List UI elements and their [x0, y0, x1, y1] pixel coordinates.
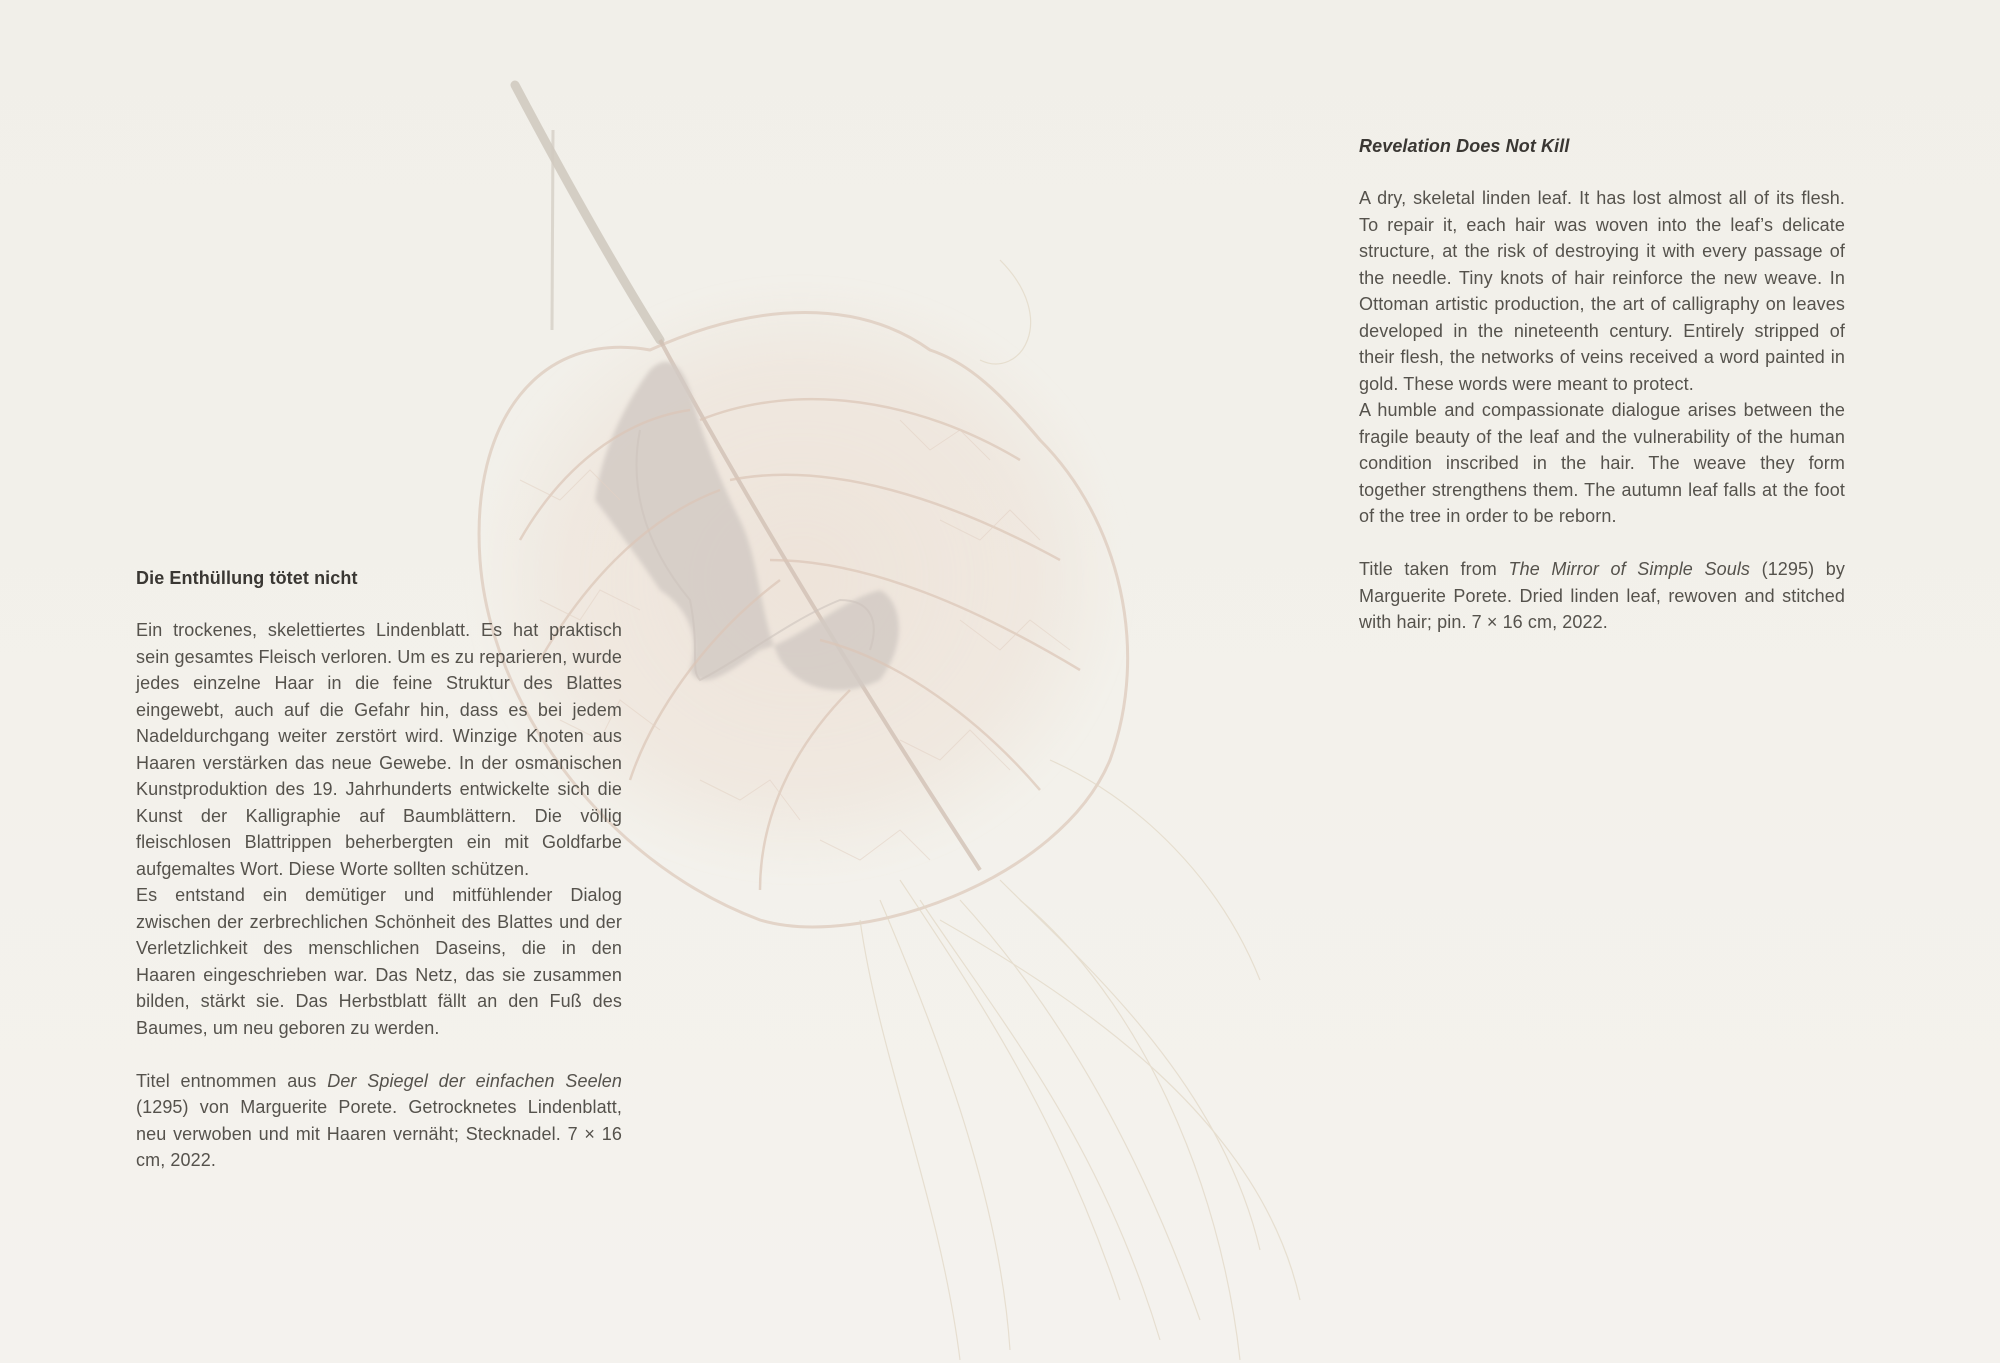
english-paragraph-2: A humble and compassionate dialogue arises between the fragile beauty of the leaf and the vulnerability of the human condition inscribed in the hair. The weave they form together strengthens them. The autumn leaf falls at the foot of the tree in order to be reborn. [1359, 400, 1845, 526]
english-credit-suffix: (1295) by Marguerite Porete. Dried linden leaf, rewoven and stitched with hair; pin. 7 × 16 cm, 2022. [1359, 559, 1846, 632]
german-title: Die Enthüllung tötet nicht [136, 568, 358, 588]
leaf-stem [515, 85, 660, 340]
german-credit [136, 1068, 622, 1174]
english-credit-prefix: Title taken from [1359, 559, 1509, 579]
german-credit-work: Der Spiegel der einfachen Seelen [327, 1070, 622, 1091]
german-credit-prefix: Titel entnommen aus [136, 1070, 328, 1091]
german-credit-suffix: (1295) von Marguerite Porete. Getrocknetes Lindenblatt, neu verwoben und mit Haaren vernäht; Stecknadel. 7 × 16 cm, 2022. [136, 1097, 622, 1170]
german-text-column [136, 565, 622, 1174]
english-text-column [1359, 133, 1845, 636]
german-paragraph-1: Ein trockenes, skelettiertes Lindenblatt. Es hat praktisch sein gesamtes Fleisch verloren. Um es zu reparieren, wurde jedes einzelne Haar in die feine Struktur des Blattes eingewebt, auch auf die Gefahr hin, dass es bei jedem Nadeldurchgang weiter zerstört wird. Winzige Knoten aus Haaren verstärken das neue Gewebe. In der osmanischen Kunstproduktion des 19. Jahrhunderts entwickelte sich die Kunst der Kalligraphie auf Baumblättern. Die völlig fleischlosen Blattrippen beherbergten ein mit Goldfarbe aufgemaltes Wort. Diese Worte sollten schützen. [136, 620, 622, 879]
english-title: Revelation Does Not Kill [1359, 136, 1570, 156]
english-paragraph-1: A dry, skeletal linden leaf. It has lost almost all of its flesh. To repair it, each hair was woven into the leaf’s delicate structure, at the risk of destroying it with every passage of the needle. Tiny knots of hair reinforce the new weave. In Ottoman artistic production, the art of calligraphy on leaves developed in the nineteenth century. Entirely stripped of their flesh, the networks of veins received a word painted in gold. These words were meant to protect. [1359, 188, 1845, 394]
german-paragraph-2: Es entstand ein demütiger und mitfühlender Dialog zwischen der zerbrechlichen Schönheit des Blattes und der Verletzlichkeit des menschlichen Daseins, die in den Haaren eingeschrieben war. Das Netz, das sie zusammen bilden, stärkt sie. Das Herbstblatt fällt an den Fuß des Baumes, um neu geboren zu werden. [136, 885, 622, 1038]
english-credit [1359, 556, 1845, 636]
english-credit-work: The Mirror of Simple Souls [1508, 559, 1751, 579]
